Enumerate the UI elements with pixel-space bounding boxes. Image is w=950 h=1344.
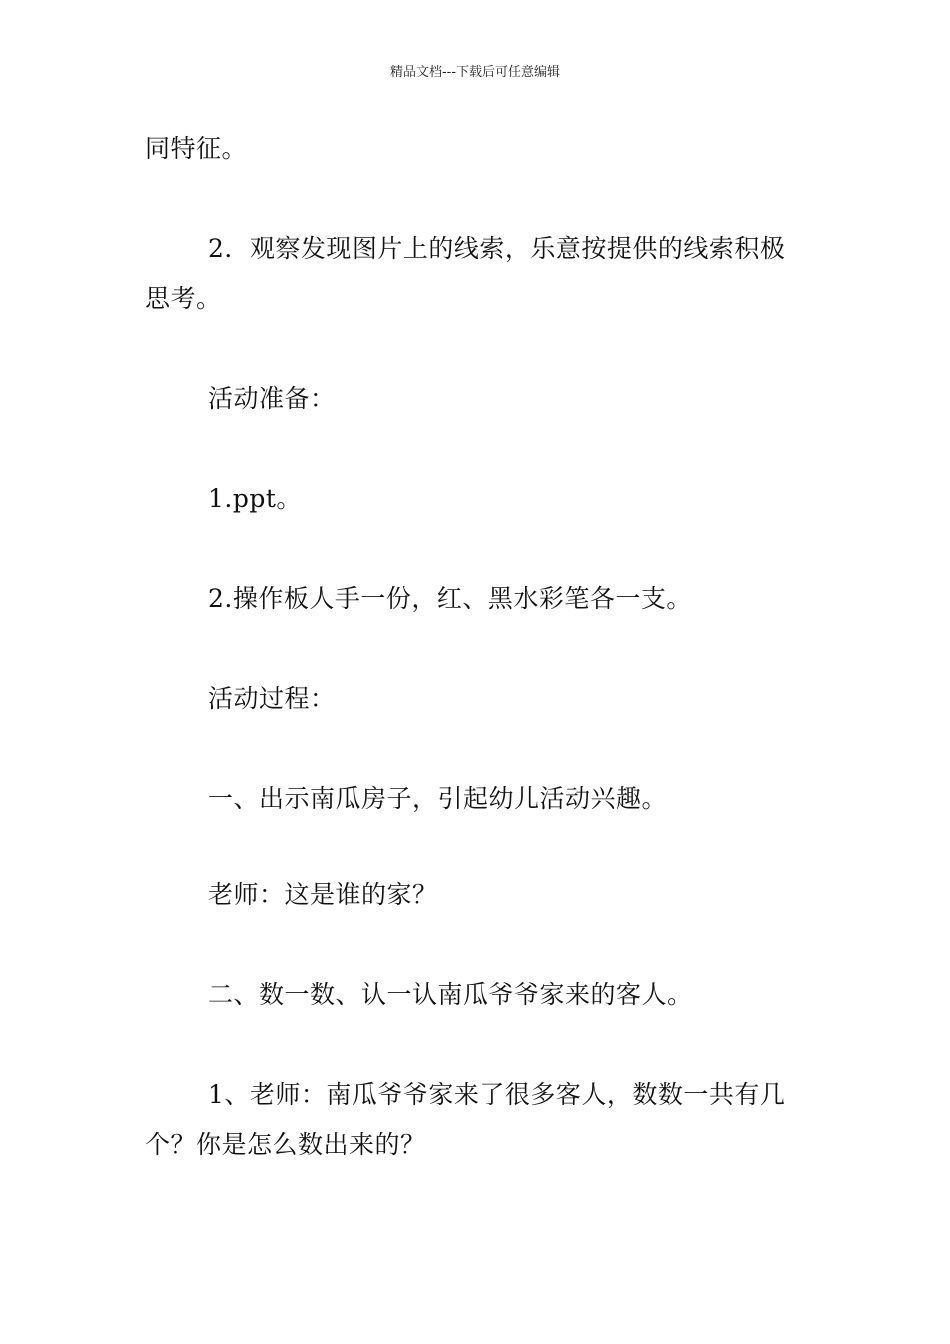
paragraph-2: 2．观察发现图片上的线索，乐意按提供的线索积极思考。 [145, 234, 786, 313]
paragraph-6: 活动过程： [208, 684, 336, 713]
paragraph-3: 活动准备： [208, 384, 336, 413]
page-header: 精品文档---下载后可任意编辑 [389, 65, 561, 80]
paragraph-9: 二、数一数、认一认南瓜爷爷家来的客人。 [208, 980, 693, 1009]
paragraph-8: 老师：这是谁的家？ [208, 880, 438, 909]
paragraph-5: 2.操作板人手一份，红、黑水彩笔各一支。 [208, 584, 692, 613]
paragraph-7: 一、出示南瓜房子，引起幼儿活动兴趣。 [208, 784, 668, 813]
paragraph-4: 1.ppt。 [208, 484, 302, 513]
paragraph-10: 1、老师：南瓜爷爷家来了很多客人，数数一共有几个？你是怎么数出来的？ [145, 1080, 786, 1159]
paragraph-1: 同特征。 [145, 134, 248, 163]
